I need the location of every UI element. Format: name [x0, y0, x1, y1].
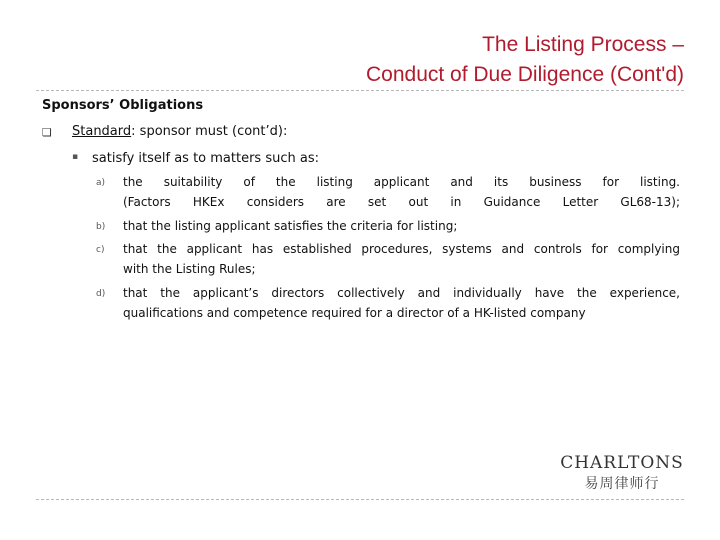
logo-chinese-name: 易周律师行: [584, 476, 660, 492]
square-bullet-icon: ❏: [42, 126, 52, 139]
list-item-line: that the applicant has established procedures, systems and controls for complying: [123, 242, 680, 256]
section-heading: Sponsors’ Obligations: [42, 98, 204, 113]
list-item-a: [96, 172, 680, 212]
sub-bullet-text: satisfy itself as to matters such as:: [92, 151, 319, 166]
list-item-label: a): [96, 178, 106, 188]
list-item-d: [96, 283, 680, 323]
standard-label: Standard: [72, 124, 132, 139]
list-item-line: (Factors HKEx considers are set out in Guidance Letter GL68-13);: [123, 195, 680, 209]
logo-name: CHARLTONS: [560, 453, 684, 473]
list-item-line: with the Listing Rules;: [123, 262, 256, 276]
charltons-logo: [560, 452, 684, 494]
list-item-label: d): [96, 289, 106, 299]
list-item-line: that the applicant’s directors collectively and individually have the experience,: [123, 286, 680, 300]
list-item-body: [123, 239, 680, 279]
slide-title-line-1: The Listing Process –: [482, 33, 684, 56]
list-item-label: c): [96, 245, 105, 255]
bullet-point-text: [72, 124, 287, 139]
small-square-bullet-icon: ▪: [72, 152, 79, 162]
list-item-c: [96, 239, 680, 279]
list-item-b: [96, 216, 680, 236]
list-item-body: [123, 216, 680, 236]
list-item-line: qualifications and competence required for a director of a HK-listed company: [123, 306, 586, 320]
standard-rest: : sponsor must (cont’d):: [131, 124, 288, 139]
bottom-divider: [36, 499, 684, 500]
slide-title-line-2: Conduct of Due Diligence (Cont'd): [365, 63, 684, 86]
slide-title: [366, 30, 684, 90]
top-divider: [36, 90, 684, 91]
list-item-label: b): [96, 222, 106, 232]
list-item-body: [123, 283, 680, 323]
list-item-body: [123, 172, 680, 212]
list-item-line: that the listing applicant satisfies the criteria for listing;: [123, 219, 458, 233]
list-item-line: the suitability of the listing applicant and its business for listing.: [123, 175, 680, 189]
